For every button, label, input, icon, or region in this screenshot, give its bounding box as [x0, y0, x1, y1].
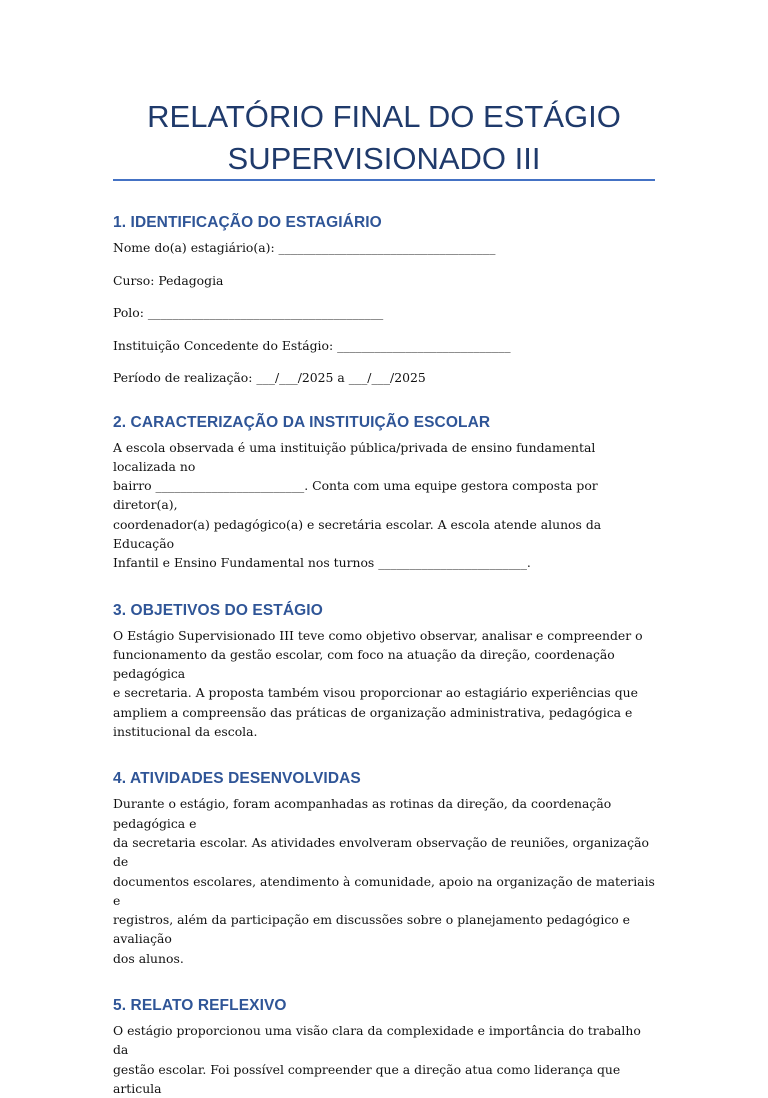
- title-underline: [113, 179, 655, 181]
- paragraph-line: da secretaria escolar. As atividades envolveram observação de reuniões, organização de: [113, 834, 649, 870]
- document-body: [113, 211, 658, 1098]
- section-heading: 2. CARACTERIZAÇÃO DA INSTITUIÇÃO ESCOLAR: [113, 413, 491, 431]
- field-nome: Nome do(a) estagiário(a): ___________________________________: [113, 240, 496, 255]
- field-curso: Curso: Pedagogia: [113, 272, 224, 288]
- paragraph-line: Durante o estágio, foram acompanhadas as rotinas da direção, da coordenação pedagógica e: [113, 796, 612, 831]
- section-atividades: [113, 767, 658, 968]
- section-caracterizacao: [113, 411, 658, 573]
- paragraph-line: O Estágio Supervisionado III teve como objetivo observar, analisar e compreender o: [113, 627, 643, 643]
- field-periodo: Período de realização: ___/___/2025 a ___/___/2025: [113, 370, 426, 385]
- paragraph-line: dos alunos.: [113, 950, 184, 966]
- title-line-1: RELATÓRIO FINAL DO ESTÁGIO: [147, 99, 621, 134]
- section-paragraph: [113, 1021, 658, 1098]
- paragraph-line: coordenador(a) pedagógico(a) e secretária escolar. A escola atende alunos da Educação: [113, 516, 602, 551]
- section-paragraph: [113, 794, 658, 968]
- paragraph-line: documentos escolares, atendimento à comunidade, apoio na organização de materiais e: [113, 873, 655, 908]
- section-heading: 3. OBJETIVOS DO ESTÁGIO: [113, 601, 323, 619]
- paragraph-line: institucional da escola.: [113, 724, 258, 740]
- section-heading: 4. ATIVIDADES DESENVOLVIDAS: [113, 770, 361, 788]
- section-identificacao: [113, 211, 658, 388]
- field-polo: Polo: ______________________________________: [113, 305, 384, 320]
- section-heading: 1. IDENTIFICAÇÃO DO ESTAGIÁRIO: [113, 214, 382, 231]
- section-objetivos: [113, 599, 658, 742]
- paragraph-line: Infantil e Ensino Fundamental nos turnos ________________________.: [113, 555, 531, 571]
- paragraph-line: registros, além da participação em discussões sobre o planejamento pedagógico e avaliação: [113, 912, 631, 947]
- paragraph-line: funcionamento da gestão escolar, com foco na atuação da direção, coordenação pedagógica: [113, 646, 615, 682]
- paragraph-line: A escola observada é uma instituição pública/privada de ensino fundamental localizada no: [113, 439, 596, 474]
- paragraph-line: e secretaria. A proposta também visou proporcionar ao estagiário experiências que: [113, 685, 638, 701]
- paragraph-line: O estágio proporcionou uma visão clara da complexidade e importância do trabalho da: [113, 1023, 641, 1058]
- section-heading: 5. RELATO REFLEXIVO: [113, 997, 287, 1015]
- paragraph-line: gestão escolar. Foi possível compreender que a direção atua como liderança que articula: [113, 1061, 621, 1096]
- paragraph-line: ampliem a compreensão das práticas de organização administrativa, pedagógica e: [113, 704, 633, 720]
- section-relato: [113, 994, 658, 1098]
- field-instituicao: Instituição Concedente do Estágio: ____________________________: [113, 337, 511, 353]
- section-paragraph: [113, 438, 658, 573]
- paragraph-line: bairro ________________________. Conta com uma equipe gestora composta por diretor(a),: [113, 478, 598, 513]
- document-title: [113, 96, 655, 180]
- title-line-2: SUPERVISIONADO III: [227, 141, 541, 176]
- section-paragraph: [113, 626, 658, 742]
